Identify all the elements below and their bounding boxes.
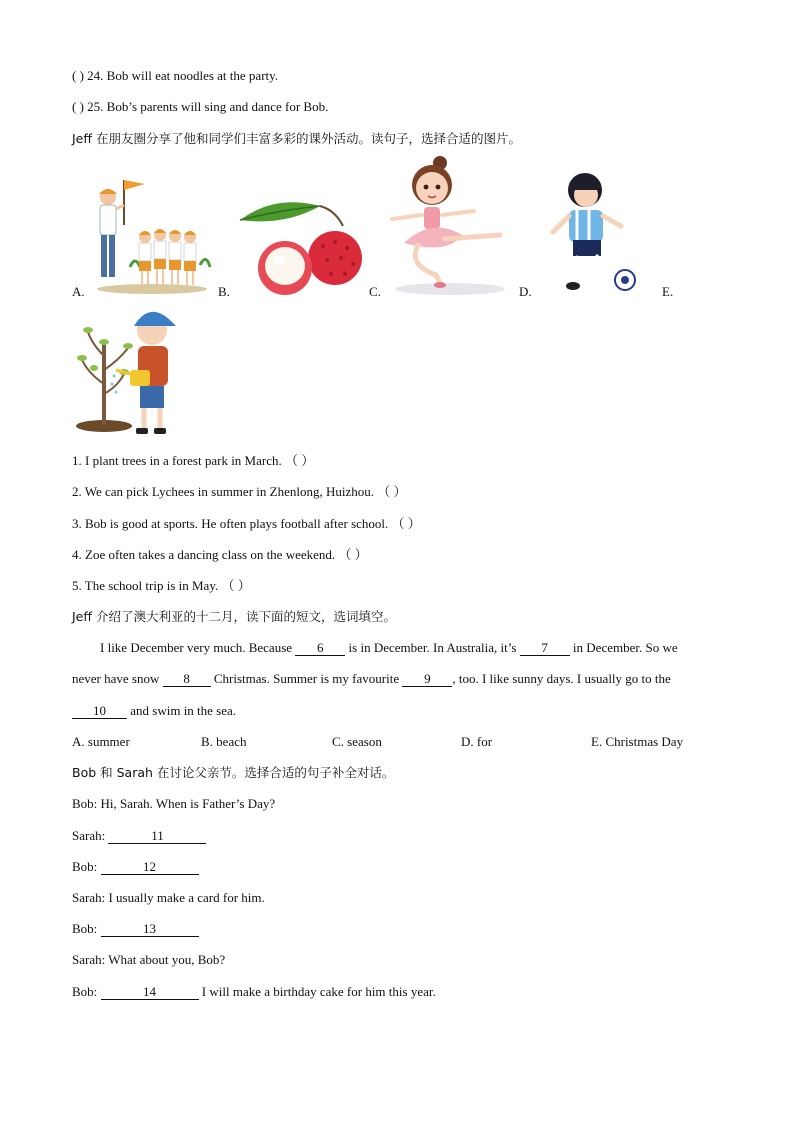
section2-instruction: Jeff 介绍了澳大利亚的十二月，读下面的短文，选词填空。: [72, 609, 396, 624]
word-option-e: E. Christmas Day: [591, 734, 684, 749]
speaker: Bob:: [72, 921, 101, 936]
blank-10[interactable]: 10: [72, 704, 127, 719]
passage-text: Christmas. Summer is my favourite: [210, 671, 403, 686]
blank-14[interactable]: 14: [101, 985, 199, 1000]
option-label-a: A.: [72, 284, 85, 299]
speaker: Sarah:: [72, 828, 109, 843]
blank-9[interactable]: 9: [402, 672, 452, 687]
blank-11[interactable]: 11: [108, 829, 206, 844]
option-label-c: C.: [369, 284, 381, 299]
judge-text: 24. Bob will eat noodles at the party.: [87, 68, 279, 83]
question-2: 2. We can pick Lychees in summer in Zhenlong, Huizhou. （ ）: [72, 484, 407, 499]
word-option-a: A. summer: [72, 734, 130, 749]
blank-13[interactable]: 13: [101, 922, 199, 937]
section1-instruction: Jeff 在朋友圈分享了他和同学们丰富多彩的课外活动。读句子，选择合适的图片。: [72, 131, 521, 146]
question-5: 5. The school trip is in May. （ ）: [72, 578, 251, 593]
dialogue-line-6: Sarah: What about you, Bob?: [72, 952, 226, 967]
section3-instruction: Bob 和 Sarah 在讨论父亲节。选择合适的句子补全对话。: [72, 765, 395, 780]
dialogue-text: I will make a birthday cake for him this year.: [198, 984, 436, 999]
passage-line-1: [100, 640, 678, 656]
dialogue-line-4: Sarah: I usually make a card for him.: [72, 890, 265, 905]
blank-8[interactable]: 8: [163, 672, 211, 687]
blank-12[interactable]: 12: [101, 860, 199, 875]
passage-text: , too. I like sunny days. I usually go to the: [452, 671, 671, 686]
answer-paren: ( ): [72, 68, 84, 83]
judge-text: 25. Bob’s parents will sing and dance for Bob.: [87, 99, 329, 114]
passage-text: is in December. In Australia, it’s: [345, 640, 520, 655]
dialogue-line-7: [72, 984, 436, 1000]
question-1: 1. I plant trees in a forest park in March. （ ）: [72, 453, 315, 468]
blank-6[interactable]: 6: [295, 641, 345, 656]
word-option-b: B. beach: [201, 734, 247, 749]
passage-text: never have snow: [72, 671, 163, 686]
dialogue-line-5: [72, 921, 199, 937]
question-4: 4. Zoe often takes a dancing class on the weekend. （ ）: [72, 547, 368, 562]
speaker: Bob:: [72, 859, 101, 874]
blank-7[interactable]: 7: [520, 641, 570, 656]
watering-tree-picture: [74, 304, 184, 442]
passage-text: in December. So we: [569, 640, 678, 655]
ballet-dancer-picture: [388, 155, 508, 297]
passage-line-3: [72, 703, 236, 719]
passage-line-2: [72, 671, 671, 687]
dialogue-line-1: Bob: Hi, Sarah. When is Father’s Day?: [72, 796, 276, 811]
dialogue-line-2: [72, 828, 206, 844]
lychee-picture: [235, 198, 365, 298]
answer-paren: ( ): [72, 99, 84, 114]
teacher-students-picture: [90, 175, 215, 295]
option-label-d: D.: [519, 284, 532, 299]
passage-text: and swim in the sea.: [127, 703, 237, 718]
speaker: Bob:: [72, 984, 101, 999]
option-label-b: B.: [218, 284, 230, 299]
word-option-c: C. season: [332, 734, 382, 749]
dialogue-line-3: [72, 859, 199, 875]
judge-item-25: [72, 99, 328, 115]
passage-text: I like December very much. Because: [100, 640, 296, 655]
word-option-d: D. for: [461, 734, 493, 749]
judge-item-24: [72, 68, 278, 84]
option-label-e: E.: [662, 284, 674, 299]
question-3: 3. Bob is good at sports. He often plays football after school. （ ）: [72, 516, 421, 531]
football-boy-picture: [545, 168, 640, 298]
